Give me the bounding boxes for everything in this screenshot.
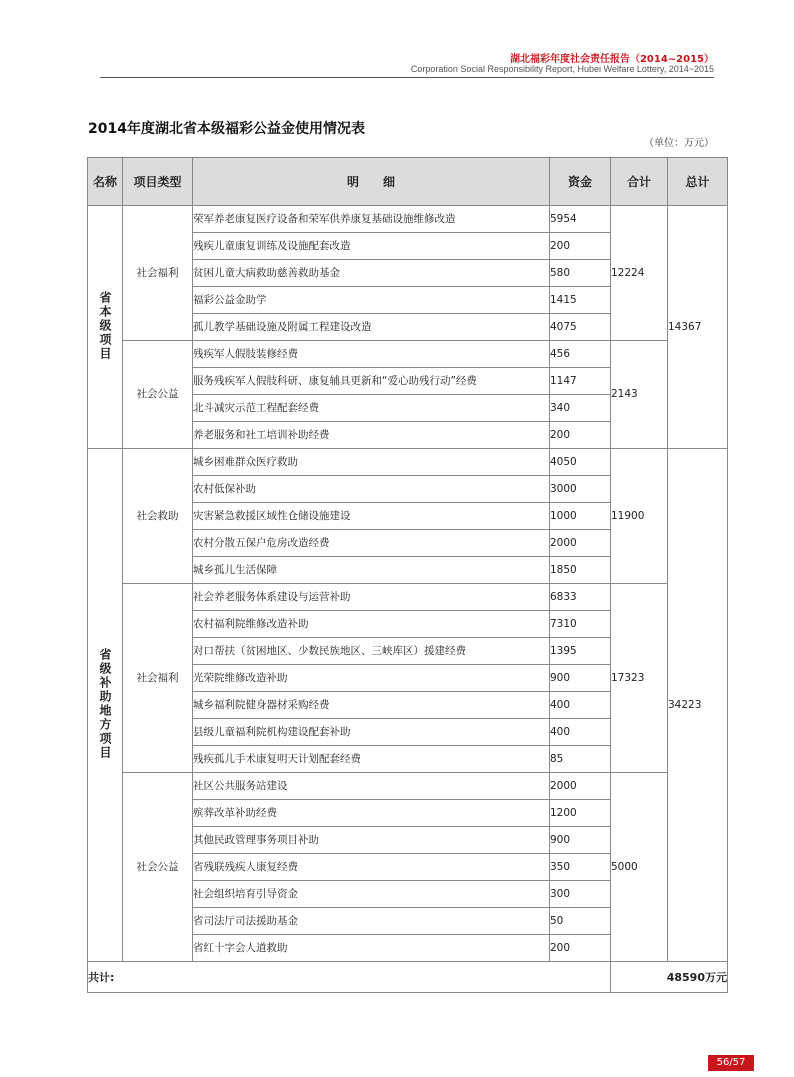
item-detail: 省红十字会人道救助 bbox=[193, 935, 550, 962]
group-name: 省本级项目 bbox=[98, 291, 112, 361]
item-amount: 2000 bbox=[550, 773, 611, 800]
item-detail: 孤儿教学基础设施及附属工程建设改造 bbox=[193, 314, 550, 341]
item-amount: 1000 bbox=[550, 503, 611, 530]
header-total: 总计 bbox=[668, 158, 728, 206]
item-detail: 残疾孤儿手术康复明天计划配套经费 bbox=[193, 746, 550, 773]
item-amount: 1200 bbox=[550, 800, 611, 827]
header-sum: 合计 bbox=[611, 158, 668, 206]
item-detail: 灾害紧急救援区域性仓储设施建设 bbox=[193, 503, 550, 530]
item-detail: 社会养老服务体系建设与运营补助 bbox=[193, 584, 550, 611]
item-amount: 5954 bbox=[550, 206, 611, 233]
item-amount: 456 bbox=[550, 341, 611, 368]
report-title-en: Corporation Social Responsibility Report, Hubei Welfare Lottery, 2014~2015 bbox=[410, 64, 714, 74]
item-detail: 光荣院维修改造补助 bbox=[193, 665, 550, 692]
header-detail: 明 细 bbox=[193, 158, 550, 206]
item-detail: 荣军养老康复医疗设备和荣军供养康复基础设施维修改造 bbox=[193, 206, 550, 233]
table-row bbox=[88, 584, 728, 611]
item-detail: 对口帮扶（贫困地区、少数民族地区、三峡库区）援建经费 bbox=[193, 638, 550, 665]
group-total: 34223 bbox=[668, 449, 728, 962]
item-amount: 400 bbox=[550, 719, 611, 746]
item-detail: 服务残疾军人假肢科研、康复辅具更新和“爱心助残行动”经费 bbox=[193, 368, 550, 395]
item-detail: 贫困儿童大病救助慈善救助基金 bbox=[193, 260, 550, 287]
table-row bbox=[88, 773, 728, 800]
category-type: 社会公益 bbox=[123, 341, 193, 449]
item-detail: 县级儿童福利院机构建设配套补助 bbox=[193, 719, 550, 746]
item-detail: 其他民政管理事务项目补助 bbox=[193, 827, 550, 854]
item-amount: 4075 bbox=[550, 314, 611, 341]
item-amount: 400 bbox=[550, 692, 611, 719]
item-detail: 福彩公益金助学 bbox=[193, 287, 550, 314]
item-amount: 2000 bbox=[550, 530, 611, 557]
table-row bbox=[88, 206, 728, 233]
item-amount: 6833 bbox=[550, 584, 611, 611]
unit-label: （单位：万元） bbox=[644, 138, 714, 149]
item-detail: 城乡困难群众医疗救助 bbox=[193, 449, 550, 476]
item-amount: 50 bbox=[550, 908, 611, 935]
group-total: 14367 bbox=[668, 206, 728, 449]
item-amount: 200 bbox=[550, 935, 611, 962]
header-type: 项目类型 bbox=[123, 158, 193, 206]
category-type: 社会公益 bbox=[123, 773, 193, 962]
item-amount: 200 bbox=[550, 233, 611, 260]
category-sum: 17323 bbox=[611, 584, 668, 773]
item-amount: 900 bbox=[550, 665, 611, 692]
table-header-row bbox=[88, 158, 728, 206]
item-detail: 残疾儿童康复训练及设施配套改造 bbox=[193, 233, 550, 260]
header-funds: 资金 bbox=[550, 158, 611, 206]
item-detail: 殡葬改革补助经费 bbox=[193, 800, 550, 827]
category-type: 社会福利 bbox=[123, 584, 193, 773]
item-amount: 1415 bbox=[550, 287, 611, 314]
group-name-cell bbox=[88, 206, 123, 449]
item-detail: 农村分散五保户危房改造经费 bbox=[193, 530, 550, 557]
item-amount: 85 bbox=[550, 746, 611, 773]
fund-usage-table bbox=[87, 157, 728, 993]
item-amount: 3000 bbox=[550, 476, 611, 503]
item-amount: 300 bbox=[550, 881, 611, 908]
item-detail: 农村低保补助 bbox=[193, 476, 550, 503]
item-detail: 养老服务和社工培训补助经费 bbox=[193, 422, 550, 449]
document-title: 2014年度湖北省本级福彩公益金使用情况表 bbox=[88, 121, 365, 137]
header-divider bbox=[100, 77, 714, 78]
category-type: 社会福利 bbox=[123, 206, 193, 341]
footer-total-value: 48590万元 bbox=[611, 962, 728, 993]
category-sum: 11900 bbox=[611, 449, 668, 584]
category-sum: 2143 bbox=[611, 341, 668, 449]
item-amount: 340 bbox=[550, 395, 611, 422]
item-detail: 省司法厅司法援助基金 bbox=[193, 908, 550, 935]
item-detail: 农村福利院维修改造补助 bbox=[193, 611, 550, 638]
item-amount: 4050 bbox=[550, 449, 611, 476]
table-row bbox=[88, 341, 728, 368]
item-detail: 省残联残疾人康复经费 bbox=[193, 854, 550, 881]
group-name: 省级补助地方项目 bbox=[98, 648, 112, 760]
category-sum: 5000 bbox=[611, 773, 668, 962]
item-detail: 北斗减灾示范工程配套经费 bbox=[193, 395, 550, 422]
item-detail: 城乡福利院健身器材采购经费 bbox=[193, 692, 550, 719]
table-footer-row bbox=[88, 962, 728, 993]
footer-label: 共计: bbox=[88, 962, 611, 993]
item-amount: 900 bbox=[550, 827, 611, 854]
page-number: 56/57 bbox=[708, 1055, 754, 1071]
item-amount: 7310 bbox=[550, 611, 611, 638]
table-body bbox=[88, 206, 728, 962]
header-name: 名称 bbox=[88, 158, 123, 206]
category-sum: 12224 bbox=[611, 206, 668, 341]
item-amount: 1395 bbox=[550, 638, 611, 665]
item-detail: 社区公共服务站建设 bbox=[193, 773, 550, 800]
item-detail: 社会组织培育引导资金 bbox=[193, 881, 550, 908]
item-amount: 1147 bbox=[550, 368, 611, 395]
category-type: 社会救助 bbox=[123, 449, 193, 584]
group-name-cell bbox=[88, 449, 123, 962]
report-title-cn: 湖北福彩年度社会责任报告（2014~2015） bbox=[509, 54, 714, 65]
item-detail: 残疾军人假肢装修经费 bbox=[193, 341, 550, 368]
item-amount: 200 bbox=[550, 422, 611, 449]
item-amount: 580 bbox=[550, 260, 611, 287]
item-detail: 城乡孤儿生活保障 bbox=[193, 557, 550, 584]
item-amount: 350 bbox=[550, 854, 611, 881]
item-amount: 1850 bbox=[550, 557, 611, 584]
table-row bbox=[88, 449, 728, 476]
